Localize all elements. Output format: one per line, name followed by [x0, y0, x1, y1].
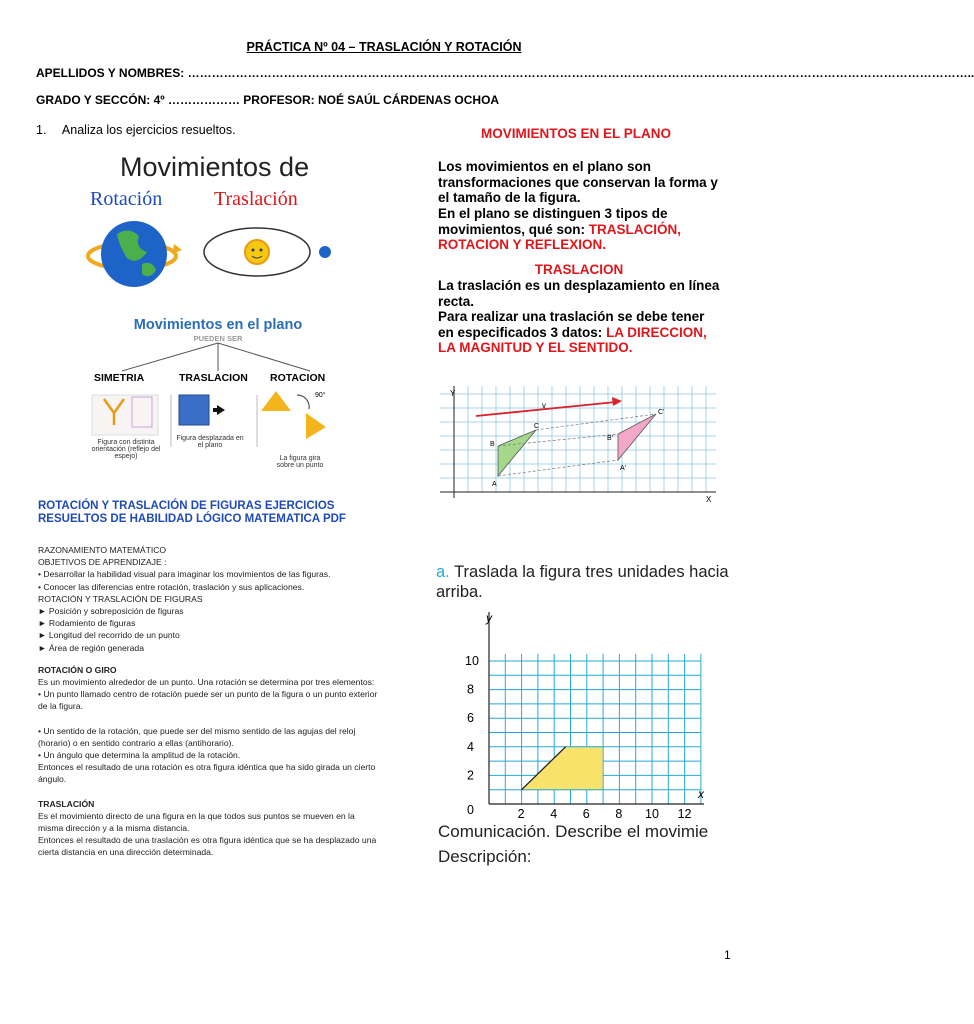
article-line: cierta distancia en una dirección determinada. [38, 847, 214, 858]
y-tick-label: 4 [467, 739, 474, 754]
article-line: • Un ángulo que determina la amplitud de la rotación. [38, 750, 241, 761]
article-objectives [38, 544, 410, 654]
point-b: B [490, 441, 495, 448]
triangle-icon [261, 391, 291, 411]
plane-paragraph-1: Los movimientos en el plano son transformaciones que conservan la forma y el tamaño de la figura. [438, 159, 718, 205]
rotation-label: Rotación [90, 188, 163, 210]
plane-paragraph-3: La traslación es un desplazamiento en línea recta. [438, 278, 720, 309]
instruction-text: Analiza los ejercicios resueltos. [61, 123, 236, 137]
x-tick-label: 8 [615, 807, 623, 821]
y-ticks [465, 654, 479, 817]
article-line: OBJETIVOS DE APRENDIZAJE : [38, 557, 167, 568]
communication-line: Comunicación. Describe el movimie [438, 822, 709, 841]
page-title: PRÁCTICA Nº 04 – TRASLACIÓN Y ROTACIÓN [246, 40, 522, 54]
grade-line: GRADO Y SECCÓN: 4º ……………… PROFESOR: NOÉ SAÚL CÁRDENAS OCHOA [36, 93, 500, 107]
translation-label: Traslación [214, 188, 298, 210]
plane-movements-infographic [82, 315, 354, 475]
movements-infographic [82, 148, 354, 298]
point-c: C [534, 423, 540, 430]
article [38, 500, 410, 859]
article-line: Entonces el resultado de una rotación es otra figura idéntica que ha sido girada un cierto [38, 762, 376, 773]
x-axis-label: x [698, 787, 704, 801]
article-line: ROTACIÓN Y TRASLACIÓN DE FIGURAS [38, 593, 203, 604]
x-tick-label: 12 [677, 807, 692, 821]
exercise-letter: a. [436, 563, 450, 581]
plane-movements-box [436, 126, 722, 504]
article-line: Es un movimiento alrededor de un punto. Una rotación se determina por tres elementos: [38, 677, 375, 688]
graph-x-label: X [706, 495, 712, 504]
infographic-title: Movimientos de [120, 152, 310, 182]
article-line: Entonces el resultado de una traslación es otra figura idéntica que se ha desplazado una [38, 835, 377, 846]
y-tick-label: 8 [467, 682, 474, 697]
y-tick-label: 2 [467, 768, 474, 783]
article-line: • Un sentido de la rotación, que puede ser del mismo sentido de las agujas del reloj [38, 725, 356, 736]
type-symmetry: SIMETRIA [94, 372, 145, 384]
rotation-heading: ROTACIÓN O GIRO [38, 664, 117, 675]
triangle-abc [498, 430, 536, 476]
article-title: ROTACIÓN Y TRASLACIÓN DE FIGURAS EJERCICIOS RESUELTOS DE HABILIDAD LÓGICO MATEMATICA PDF [38, 500, 346, 525]
rotated-triangle-icon [306, 413, 326, 439]
point-b-prime: B' [607, 435, 614, 442]
article-line: misma dirección y a la misma distancia. [38, 823, 190, 834]
article-line: RAZONAMIENTO MATEMÁTICO [38, 545, 167, 555]
article-line [38, 713, 410, 725]
sun-icon [245, 240, 269, 264]
translation-heading-article: TRASLACIÓN [38, 798, 95, 809]
x-tick-label: 6 [582, 807, 590, 821]
translation-heading: TRASLACION [534, 262, 624, 277]
x-tick-label: 10 [645, 807, 659, 821]
branch-lines [82, 343, 354, 373]
article-line: • Un punto llamado centro de rotación puede ser un punto de la figura o un punto exterior [38, 689, 378, 700]
caption-rotation: La figura gira sobre un punto [276, 455, 324, 469]
point-a-prime: A' [620, 465, 627, 472]
small-earth-icon [319, 246, 331, 258]
caption-symmetry: Figura con distinta orientación (reflejo del espejo) [91, 439, 161, 460]
article-line: ► Rodamiento de figuras [38, 618, 136, 629]
page-number: 1 [724, 948, 731, 962]
article-line: ► Área de región generada [38, 642, 144, 653]
instruction [36, 123, 236, 137]
point-c-prime: C' [658, 409, 665, 416]
rotation-translation-illustration [82, 214, 354, 294]
article-line: ángulo. [38, 774, 67, 785]
x-tick-label: 2 [517, 807, 525, 821]
y-tick-label: 0 [467, 803, 474, 817]
article-line: de la figura. [38, 701, 83, 712]
exercise-a [436, 562, 736, 602]
graph-y-label: Y [450, 389, 456, 398]
rotation-body [38, 676, 410, 786]
vector-v [476, 402, 616, 416]
y-tick-label: 6 [467, 711, 474, 726]
article-line: (horario) o en sentido contrario a ellas (antihorario). [38, 737, 234, 748]
exercise-statement [436, 562, 736, 602]
y-axis-label: y [486, 611, 492, 625]
article-line: Es el movimiento directo de una figura en la que todos sus puntos se mueven en la [38, 810, 355, 821]
plane-title: Movimientos en el plano [133, 317, 303, 333]
vector-v-label: v [542, 401, 546, 410]
type-rotation: ROTACION [270, 372, 326, 384]
x-tick-label: 4 [550, 807, 558, 821]
exercise-grid-chart [436, 606, 736, 821]
trapezoid-figure [522, 747, 604, 790]
article-line: • Desarrollar la habilidad visual para imaginar los movimientos de las figuras. [38, 569, 331, 580]
article-line: • Conocer las diferencias entre rotación, traslación y sus aplicaciones. [38, 581, 305, 592]
angle-label: 90° [315, 392, 326, 399]
names-line: APELLIDOS Y NOMBRES: …………………………………………………………………………………………………………………………………………………………………………….. [36, 66, 974, 80]
point-a: A [492, 481, 497, 488]
plane-heading: MOVIMIENTOS EN EL PLANO [480, 126, 672, 141]
article-line: ► Longitud del recorrido de un punto [38, 630, 180, 641]
translated-square-icon [179, 395, 209, 425]
translation-vector-graph [436, 382, 722, 504]
plane-paragraph-4: Para realizar una traslación se debe tener en especificados 3 datos: LA DIRECCION, LA MAGNITUD Y EL SENTIDO. [438, 309, 707, 355]
x-ticks [518, 807, 692, 821]
exercise-text: Traslada la figura tres unidades hacia arriba. [436, 563, 729, 601]
plane-paragraph-2: En el plano se distinguen 3 tipos de movimientos, qué son: TRASLACIÓN, ROTACION Y REFLEXION. [438, 206, 682, 252]
translation-body [38, 810, 410, 859]
can-be-label: PUEDEN SER [193, 334, 243, 343]
description-line: Descripción: [438, 847, 532, 866]
caption-translation: Figura desplazada en el plano [176, 435, 244, 449]
instruction-number: 1. [36, 123, 47, 137]
article-line: ► Posición y sobreposición de figuras [38, 606, 184, 617]
y-tick-label: 10 [465, 654, 479, 668]
type-translation: TRASLACION [179, 372, 248, 384]
